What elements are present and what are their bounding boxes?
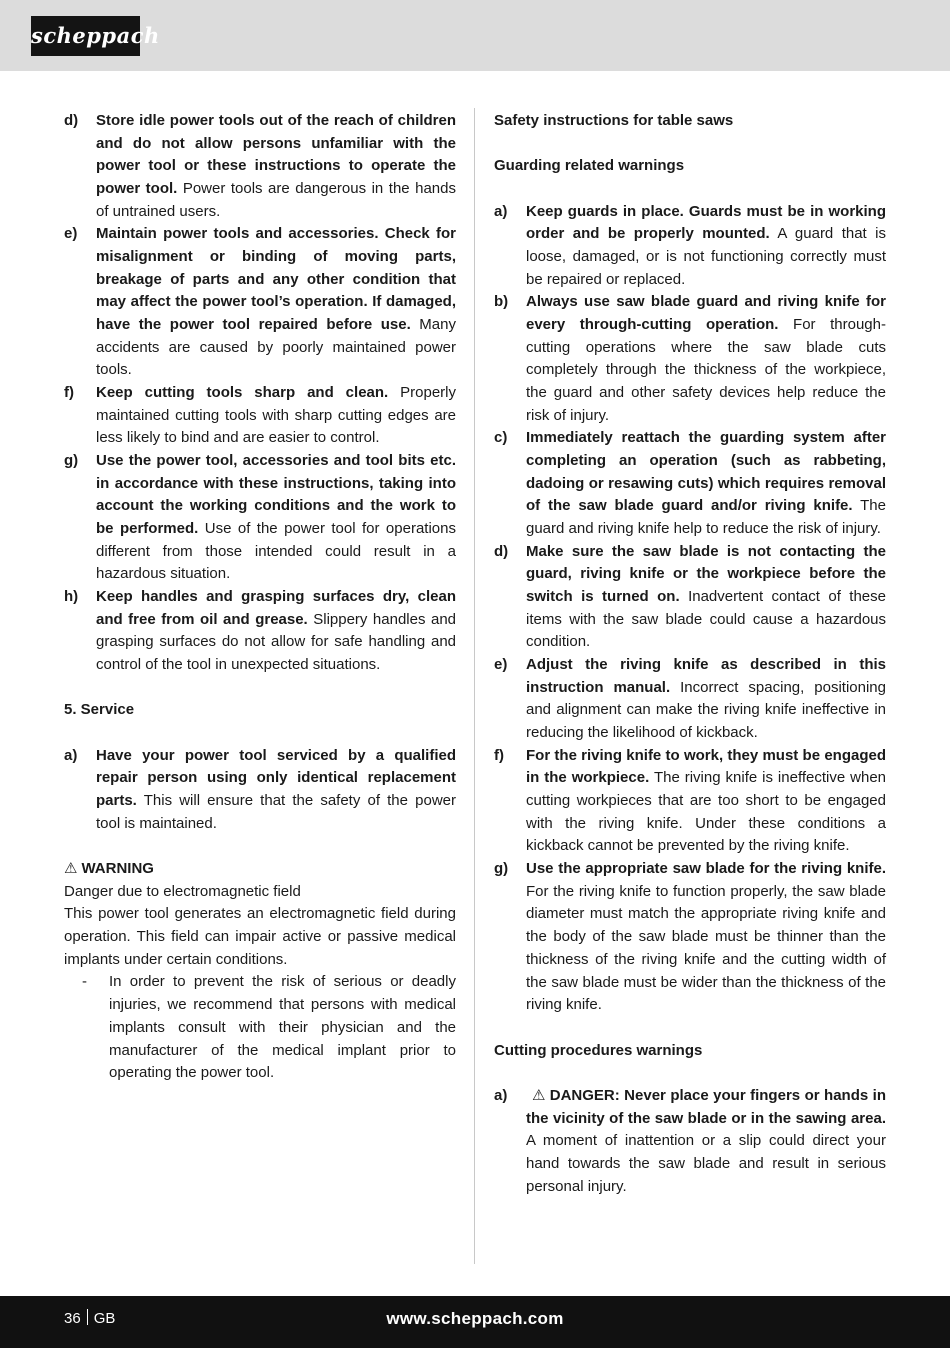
list-item (494, 427, 886, 540)
item-text: In order to prevent the risk of serious or deadly injuries, we recommend that persons with medical implants consult with their physician and the manufacturer of the medical implant prior to operating the power tool. (109, 973, 456, 1082)
item-text: ⚠ DANGER: Never place your fingers or hands in the vicinity of the saw blade or in the sawing area. A moment of inattention or a slip could direct your hand towards the saw blade and result in serious personal injury. (526, 1086, 886, 1195)
item-label: d) (64, 112, 79, 129)
item-text: Have your power tool serviced by a qualified repair person using only identical replacement parts. This will ensure that the safety of the power tool is maintained. (96, 746, 456, 832)
warning-icon: ⚠ (64, 860, 78, 878)
item-text: For the riving knife to work, they must be engaged in the workpiece. The riving knife is ineffective when cutting workpieces that are too short to be engaged with the riving knife. Under these conditions a kickback cannot be prevented by the riving knife. (526, 746, 886, 855)
item-label: a) (494, 202, 508, 220)
warning-subtitle: Danger due to electromagnetic field (64, 882, 301, 900)
warning-body: This power tool generates an electromagnetic field during operation. This field can impair active or passive medical implants under certain conditions. (64, 905, 456, 968)
list-item (494, 858, 886, 1017)
item-text: Make sure the saw blade is not contacting the guard, riving knife or the workpiece before the switch is turned on. Inadvertent contact of these items with the saw blade could cause a hazardous condition. (526, 542, 886, 651)
item-label: e) (64, 225, 78, 243)
item-text: Use the appropriate saw blade for the riving knife. For the riving knife to function properly, the saw blade diameter must match the appropriate riving knife and the body of the saw blade must be thinner than the thickness of the riving knife and the cutting width of the saw blade must be wider than the thickness of the riving knife. (526, 860, 886, 1014)
item-text: Keep guards in place. Guards must be in working order and be properly mounted. A guard that is loose, damaged, or is not functioning correctly must be repaired or replaced. (526, 202, 886, 288)
list-item (64, 382, 456, 450)
right-column (494, 110, 886, 1198)
item-label: g) (494, 860, 509, 878)
section-heading: 5. Service (64, 701, 135, 719)
list-item (64, 450, 456, 586)
section-heading: Safety instructions for table saws (494, 112, 734, 129)
list-item (494, 654, 886, 745)
warning-icon: ⚠ (532, 1086, 546, 1104)
item-label: f) (64, 384, 74, 402)
list-item (494, 1085, 886, 1198)
page-number: 36 GB (64, 1310, 116, 1327)
section-heading: Cutting procedures warnings (494, 1041, 703, 1059)
item-label: f) (494, 746, 504, 764)
section-heading: Guarding related warnings (494, 157, 685, 175)
item-text: Immediately reattach the guarding system after completing an operation (such as rabbeting, dadoing or resawing cuts) which requires removal of the saw blade guard and/or riving knife. The guard and riving knife help to reduce the risk of injury. (526, 429, 886, 538)
page-header (0, 0, 950, 71)
website-link[interactable]: www.scheppach.com (386, 1309, 564, 1328)
item-label: a) (64, 746, 78, 764)
item-text: Adjust the riving knife as described in this instruction manual. Incorrect spacing, positioning and alignment can make the riving knife ineffective in reducing the likelihood of kickback. (526, 656, 886, 742)
item-label: a) (494, 1086, 508, 1104)
list-item (64, 110, 456, 223)
page-footer (0, 1296, 950, 1348)
list-item (64, 745, 456, 836)
item-text: Use the power tool, accessories and tool bits etc. in accordance with these instructions, taking into account the working conditions and the work to be performed. Use of the power tool for operations different from those intended could result in a hazardous situation. (96, 452, 456, 583)
item-text: Maintain power tools and accessories. Check for misalignment or binding of moving parts, breakage of parts and any other condition that may affect the power tool’s operation. If damaged, have the power tool repaired before use. Many accidents are caused by poorly maintained power tools. (96, 225, 456, 379)
item-text: Keep cutting tools sharp and clean. Properly maintained cutting tools with sharp cutting edges are less likely to bind and are easier to control. (96, 384, 456, 447)
item-label: h) (64, 588, 79, 606)
list-item (494, 541, 886, 654)
item-text: Keep handles and grasping surfaces dry, clean and free from oil and grease. Slippery handles and grasping surfaces do not allow for safe handling and control of the tool in unexpected situations. (96, 588, 457, 674)
list-item (494, 745, 886, 858)
item-label: b) (494, 293, 509, 311)
item-label: e) (494, 656, 508, 674)
list-item (64, 971, 456, 1084)
item-label: g) (64, 452, 79, 470)
column-divider (474, 108, 475, 1264)
list-item (64, 223, 456, 382)
item-label: d) (494, 542, 509, 560)
list-item (494, 201, 886, 292)
list-item (64, 586, 456, 677)
brand-logo: scheppach (31, 16, 140, 56)
dash-bullet: - (82, 973, 87, 991)
item-label: c) (494, 429, 508, 447)
item-text: Store idle power tools out of the reach of children and do not allow persons unfamiliar with the power tool or these instructions to operate the power tool. Power tools are dangerous in the hands of untrained users. (96, 112, 456, 220)
warning-heading: ⚠ WARNING (64, 860, 154, 878)
left-column (64, 110, 456, 1085)
list-item (494, 291, 886, 427)
item-text: Always use saw blade guard and riving knife for every through-cutting operation. For through-cutting operations where the saw blade cuts completely through the thickness of the workpiece, the guard and other safety devices help reduce the risk of injury. (526, 293, 886, 424)
